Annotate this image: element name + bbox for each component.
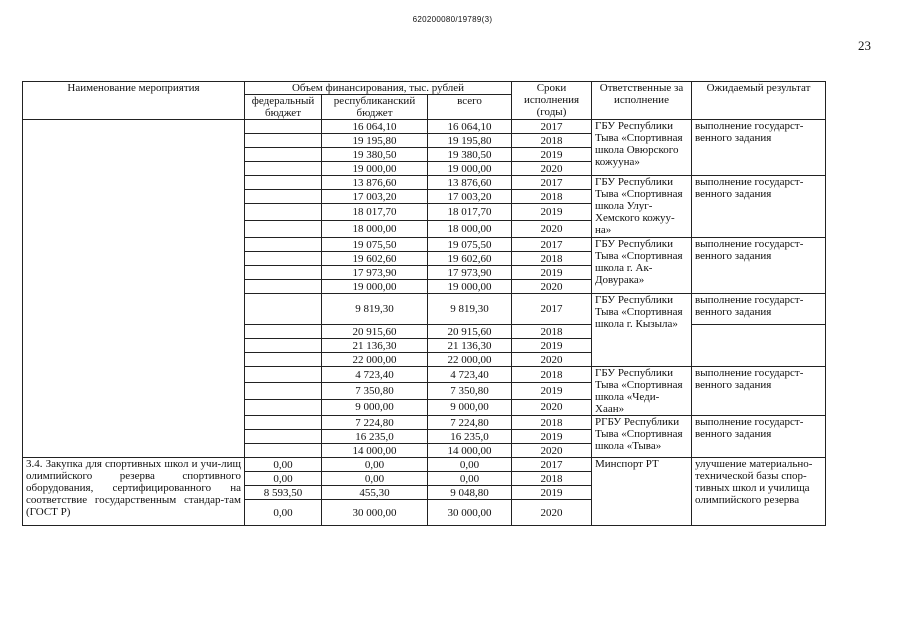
page-number: 23 — [858, 38, 871, 53]
total-cell: 4 723,40 — [428, 367, 512, 383]
republican-cell: 455,30 — [322, 486, 428, 500]
federal-cell — [245, 176, 322, 190]
republican-cell: 21 136,30 — [322, 339, 428, 353]
responsible-cell: Минспорт РТ — [592, 458, 692, 526]
total-cell: 7 350,80 — [428, 383, 512, 399]
header-total: всего — [428, 95, 512, 120]
result-cell: выполнение государст-венного задания — [692, 238, 826, 294]
republican-cell: 19 000,00 — [322, 162, 428, 176]
total-cell: 0,00 — [428, 472, 512, 486]
federal-cell — [245, 399, 322, 415]
year-cell: 2019 — [512, 383, 592, 399]
federal-cell — [245, 148, 322, 162]
result-cell: выполнение государст-венного задания — [692, 176, 826, 238]
total-cell: 30 000,00 — [428, 500, 512, 526]
table-header — [23, 82, 826, 120]
activity-name-cell: 3.4. Закупка для спортивных школ и учи-лищ олимпийского резерва спортивного оборудования, сертифицированного на соответствие государственным стандар-там (ГОСТ Р) — [23, 458, 245, 526]
total-cell: 13 876,60 — [428, 176, 512, 190]
responsible-cell: ГБУ Республики Тыва «Спортивная школа г. Кызыла» — [592, 294, 692, 367]
total-cell: 16 235,0 — [428, 430, 512, 444]
republican-cell: 20 915,60 — [322, 325, 428, 339]
header-federal: федеральный бюджет — [245, 95, 322, 120]
result-cell: улучшение материально-технической базы спор-тивных школ и училища олимпийского резерва — [692, 458, 826, 526]
name-cell-empty — [23, 120, 245, 458]
federal-cell — [245, 367, 322, 383]
year-cell: 2017 — [512, 120, 592, 134]
federal-cell — [245, 280, 322, 294]
funding-table-wrapper — [22, 81, 826, 526]
header-terms: Сроки исполнения (годы) — [512, 82, 592, 120]
year-cell: 2020 — [512, 280, 592, 294]
result-cell: выполнение государст-венного задания — [692, 120, 826, 176]
total-cell: 18 000,00 — [428, 221, 512, 238]
federal-cell: 8 593,50 — [245, 486, 322, 500]
republican-cell: 19 000,00 — [322, 280, 428, 294]
republican-cell: 17 973,90 — [322, 266, 428, 280]
total-cell: 9 048,80 — [428, 486, 512, 500]
total-cell: 19 380,50 — [428, 148, 512, 162]
year-cell: 2019 — [512, 339, 592, 353]
total-cell: 19 000,00 — [428, 280, 512, 294]
republican-cell: 7 224,80 — [322, 416, 428, 430]
total-cell: 17 003,20 — [428, 190, 512, 204]
responsible-cell: РГБУ Республики Тыва «Спортивная школа «Тыва» — [592, 416, 692, 458]
federal-cell — [245, 416, 322, 430]
year-cell: 2018 — [512, 134, 592, 148]
federal-cell — [245, 266, 322, 280]
total-cell: 16 064,10 — [428, 120, 512, 134]
responsible-cell: ГБУ Республики Тыва «Спортивная школа Овюрского кожууна» — [592, 120, 692, 176]
federal-cell — [245, 134, 322, 148]
total-cell: 7 224,80 — [428, 416, 512, 430]
total-cell: 19 602,60 — [428, 252, 512, 266]
federal-cell — [245, 252, 322, 266]
federal-cell — [245, 204, 322, 221]
republican-cell: 19 380,50 — [322, 148, 428, 162]
total-cell: 22 000,00 — [428, 353, 512, 367]
header-republican: республиканский бюджет — [322, 95, 428, 120]
total-cell: 9 000,00 — [428, 399, 512, 415]
year-cell: 2018 — [512, 190, 592, 204]
federal-cell — [245, 339, 322, 353]
federal-cell — [245, 221, 322, 238]
table-row — [23, 120, 826, 134]
federal-cell — [245, 294, 322, 325]
year-cell: 2017 — [512, 238, 592, 252]
total-cell: 19 075,50 — [428, 238, 512, 252]
year-cell: 2020 — [512, 353, 592, 367]
republican-cell: 0,00 — [322, 458, 428, 472]
year-cell: 2017 — [512, 458, 592, 472]
result-cell-empty — [692, 325, 826, 367]
republican-cell: 19 075,50 — [322, 238, 428, 252]
year-cell: 2017 — [512, 294, 592, 325]
republican-cell: 4 723,40 — [322, 367, 428, 383]
year-cell: 2018 — [512, 472, 592, 486]
total-cell: 19 000,00 — [428, 162, 512, 176]
federal-cell: 0,00 — [245, 472, 322, 486]
table-body — [23, 120, 826, 526]
header-name: Наименование мероприятия — [23, 82, 245, 120]
total-cell: 9 819,30 — [428, 294, 512, 325]
header-result: Ожидаемый результат — [692, 82, 826, 120]
republican-cell: 16 064,10 — [322, 120, 428, 134]
responsible-cell: ГБУ Республики Тыва «Спортивная школа Улуг-Хемского кожуу-на» — [592, 176, 692, 238]
year-cell: 2018 — [512, 325, 592, 339]
year-cell: 2019 — [512, 148, 592, 162]
total-cell: 20 915,60 — [428, 325, 512, 339]
republican-cell: 16 235,0 — [322, 430, 428, 444]
republican-cell: 9 819,30 — [322, 294, 428, 325]
republican-cell: 30 000,00 — [322, 500, 428, 526]
republican-cell: 14 000,00 — [322, 444, 428, 458]
responsible-cell: ГБУ Республики Тыва «Спортивная школа «Чеди-Хаан» — [592, 367, 692, 416]
year-cell: 2019 — [512, 266, 592, 280]
federal-cell — [245, 353, 322, 367]
total-cell: 19 195,80 — [428, 134, 512, 148]
total-cell: 14 000,00 — [428, 444, 512, 458]
header-funding: Объем финансирования, тыс. рублей — [245, 82, 512, 95]
year-cell: 2018 — [512, 367, 592, 383]
republican-cell: 18 017,70 — [322, 204, 428, 221]
total-cell: 17 973,90 — [428, 266, 512, 280]
year-cell: 2018 — [512, 416, 592, 430]
result-cell: выполнение государст-венного задания — [692, 367, 826, 416]
federal-cell: 0,00 — [245, 458, 322, 472]
year-cell: 2020 — [512, 221, 592, 238]
republican-cell: 19 602,60 — [322, 252, 428, 266]
republican-cell: 18 000,00 — [322, 221, 428, 238]
year-cell: 2019 — [512, 204, 592, 221]
republican-cell: 19 195,80 — [322, 134, 428, 148]
federal-cell — [245, 430, 322, 444]
year-cell: 2020 — [512, 162, 592, 176]
responsible-cell: ГБУ Республики Тыва «Спортивная школа г. Ак-Довурака» — [592, 238, 692, 294]
document-id: 620200080/19789(3) — [412, 15, 493, 24]
federal-cell — [245, 383, 322, 399]
republican-cell: 7 350,80 — [322, 383, 428, 399]
year-cell: 2017 — [512, 176, 592, 190]
year-cell: 2020 — [512, 444, 592, 458]
republican-cell: 22 000,00 — [322, 353, 428, 367]
result-cell: выполнение государст-венного задания — [692, 294, 826, 325]
republican-cell: 0,00 — [322, 472, 428, 486]
header-responsible: Ответственные за исполнение — [592, 82, 692, 120]
federal-cell — [245, 238, 322, 252]
funding-table — [22, 81, 826, 526]
federal-cell — [245, 325, 322, 339]
year-cell: 2019 — [512, 430, 592, 444]
total-cell: 21 136,30 — [428, 339, 512, 353]
total-cell: 0,00 — [428, 458, 512, 472]
result-cell: выполнение государст-венного задания — [692, 416, 826, 458]
year-cell: 2020 — [512, 500, 592, 526]
federal-cell — [245, 162, 322, 176]
federal-cell: 0,00 — [245, 500, 322, 526]
federal-cell — [245, 444, 322, 458]
federal-cell — [245, 120, 322, 134]
table-row — [23, 458, 826, 472]
year-cell: 2020 — [512, 399, 592, 415]
federal-cell — [245, 190, 322, 204]
republican-cell: 9 000,00 — [322, 399, 428, 415]
republican-cell: 17 003,20 — [322, 190, 428, 204]
year-cell: 2018 — [512, 252, 592, 266]
year-cell: 2019 — [512, 486, 592, 500]
total-cell: 18 017,70 — [428, 204, 512, 221]
republican-cell: 13 876,60 — [322, 176, 428, 190]
